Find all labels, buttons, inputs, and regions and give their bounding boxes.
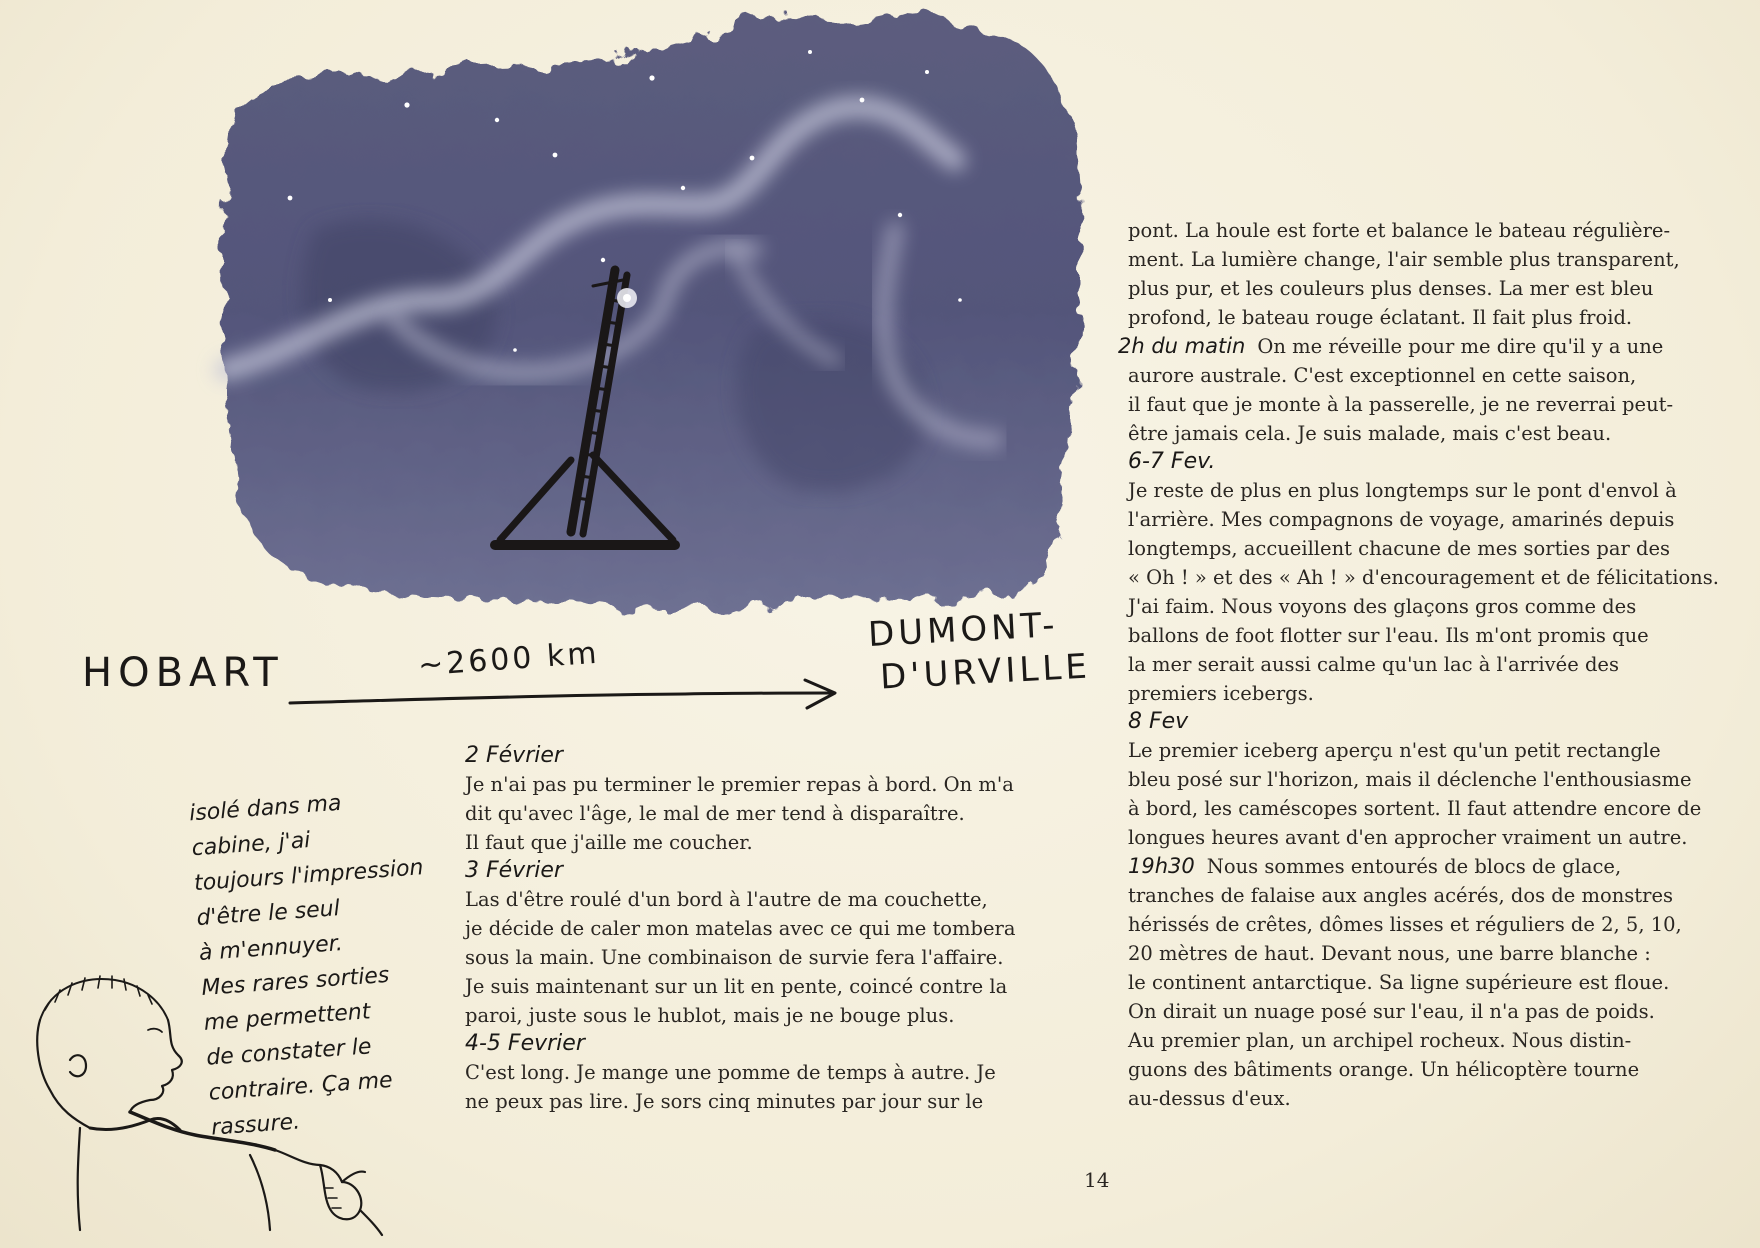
entry-date: 3 Février (465, 858, 563, 883)
text-line: Je suis maintenant sur un lit en pente, coincé contre la (465, 975, 1008, 998)
self-portrait-sketch (20, 960, 440, 1240)
entry-date: 2 Février (465, 743, 563, 768)
route-destination-label-line2: D'URVILLE (879, 646, 1092, 698)
note-line: contraire. Ça me (207, 1067, 394, 1106)
text-line: dit qu'avec l'âge, le mal de mer tend à disparaître. (465, 802, 965, 825)
text-line: à bord, les caméscopes sortent. Il faut attendre encore de (1128, 797, 1702, 820)
entry-time: 2h du matin (1118, 334, 1246, 358)
text-line: paroi, juste sous le hublot, mais je ne bouge plus. (465, 1004, 955, 1027)
text-line: hérissés de crêtes, dômes lisses et réguliers de 2, 5, 10, (1128, 913, 1682, 936)
text-line: ballons de foot flotter sur l'eau. Ils m'ont promis que (1128, 624, 1649, 647)
note-line: rassure. (210, 1109, 301, 1141)
text-line (1118, 332, 1719, 361)
text-line: premiers icebergs. (1128, 682, 1314, 705)
text-line: il faut que je monte à la passerelle, je ne reverrai peut- (1128, 393, 1674, 416)
text-line: longues heures avant d'en approcher vraiment un autre. (1128, 826, 1688, 849)
note-line: cabine, j'ai (190, 828, 312, 862)
text-line: le continent antarctique. Sa ligne supérieure est floue. (1128, 971, 1670, 994)
note-line: Mes rares sorties (200, 962, 391, 1001)
text-line: sous la main. Une combinaison de survie fera l'affaire. (465, 946, 1004, 969)
text-line: Je n'ai pas pu terminer le premier repas à bord. On m'a (465, 773, 1014, 796)
text-line-start: Nous sommes entourés de blocs de glace, (1206, 855, 1622, 878)
text-line: au-dessus d'eux. (1128, 1087, 1291, 1110)
note-line: isolé dans ma (188, 790, 343, 827)
journal-left-column (465, 742, 1016, 1116)
note-line: me permettent (203, 999, 372, 1036)
text-line: être jamais cela. Je suis malade, mais c'est beau. (1128, 422, 1612, 445)
note-line: de constater le (205, 1034, 373, 1071)
text-line: Je reste de plus en plus longtemps sur le pont d'envol à (1128, 479, 1677, 502)
text-line-start: On me réveille pour me dire qu'il y a une (1257, 335, 1664, 358)
text-line: profond, le bateau rouge éclatant. Il fait plus froid. (1128, 306, 1633, 329)
page-number: 14 (1084, 1168, 1110, 1192)
note-line: toujours l'impression (193, 855, 425, 897)
text-line: Las d'être roulé d'un bord à l'autre de ma couchette, (465, 888, 988, 911)
text-line: Le premier iceberg aperçu n'est qu'un petit rectangle (1128, 739, 1661, 762)
text-line: tranches de falaise aux angles acérés, dos de monstres (1128, 884, 1674, 907)
text-line: bleu posé sur l'horizon, mais il déclenche l'enthousiasme (1128, 768, 1692, 791)
journal-right-column (1118, 216, 1719, 1113)
text-line: aurore australe. C'est exceptionnel en cette saison, (1128, 364, 1637, 387)
aurora-watercolor-illustration (195, 0, 1095, 640)
route-distance-label: ~2600 km (417, 635, 601, 684)
text-line (1128, 852, 1719, 881)
text-line: C'est long. Je mange une pomme de temps à autre. Je (465, 1061, 996, 1084)
text-line: 20 mètres de haut. Devant nous, une barre blanche : (1128, 942, 1651, 965)
note-line: à m'ennuyer. (198, 931, 344, 967)
text-line: Il faut que j'aille me coucher. (465, 831, 753, 854)
text-line: l'arrière. Mes compagnons de voyage, amarinés depuis (1128, 508, 1675, 531)
text-line: « Oh ! » et des « Ah ! » d'encouragement et de félicitations. (1128, 566, 1719, 589)
route-arrow (285, 670, 845, 720)
route-destination-label-line1: DUMONT- (867, 605, 1060, 655)
text-line: guons des bâtiments orange. Un hélicoptère tourne (1128, 1058, 1640, 1081)
text-line: pont. La houle est forte et balance le bateau régulière- (1128, 219, 1671, 242)
text-line: Au premier plan, un archipel rocheux. Nous distin- (1128, 1029, 1632, 1052)
text-line: On dirait un nuage posé sur l'eau, il n'a pas de poids. (1128, 1000, 1655, 1023)
text-line: plus pur, et les couleurs plus denses. La mer est bleu (1128, 277, 1654, 300)
entry-date: 6-7 Fev. (1128, 449, 1216, 474)
text-line: ne peux pas lire. Je sors cinq minutes par jour sur le (465, 1090, 984, 1113)
text-line: ment. La lumière change, l'air semble plus transparent, (1128, 248, 1680, 271)
text-line: la mer serait aussi calme qu'un lac à l'arrivée des (1128, 653, 1619, 676)
route-origin-label: HOBART (82, 650, 284, 696)
text-line: longtemps, accueillent chacune de mes sorties par des (1128, 537, 1671, 560)
entry-date: 4-5 Fevrier (465, 1031, 585, 1056)
entry-time: 19h30 (1128, 854, 1195, 878)
note-line: d'être le seul (195, 896, 341, 932)
text-line: J'ai faim. Nous voyons des glaçons gros comme des (1128, 595, 1637, 618)
text-line: je décide de caler mon matelas avec ce qui me tombera (465, 917, 1016, 940)
entry-date: 8 Fev (1128, 709, 1189, 734)
